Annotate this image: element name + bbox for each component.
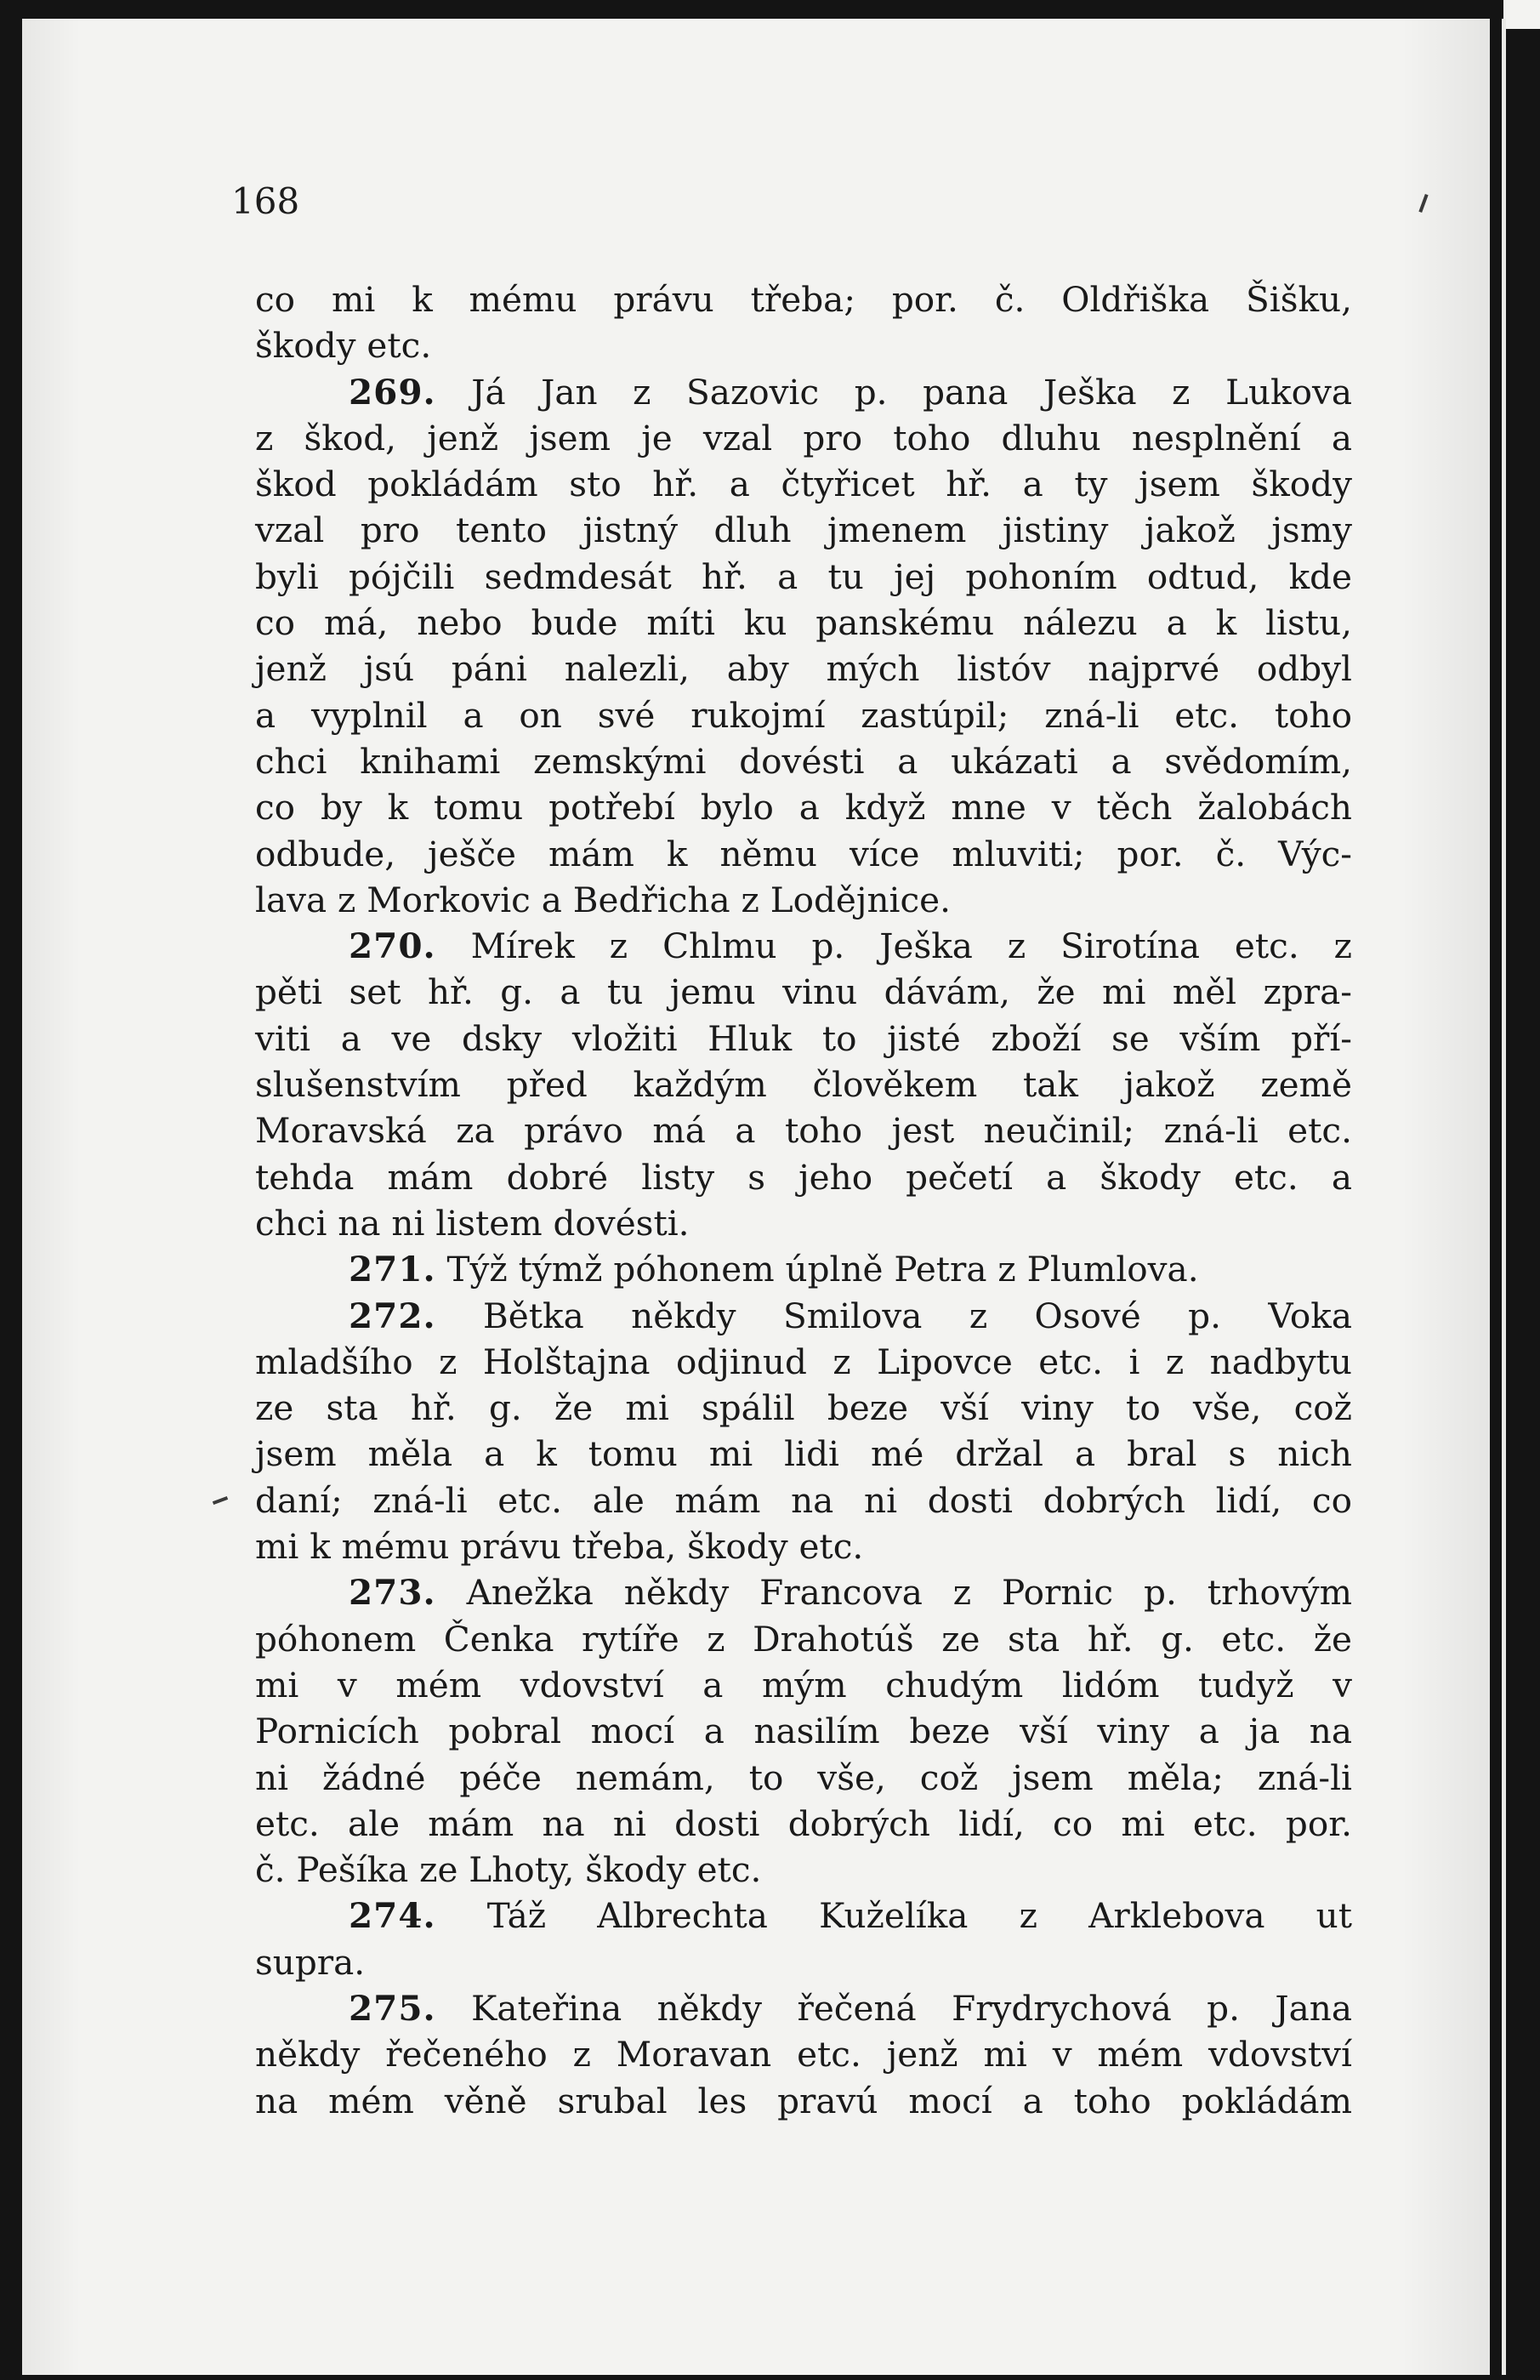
line-text: škod pokládám sto hř. a čtyřicet hř. a ty jsem škody (255, 464, 1352, 505)
line-text: mi k mému právu třeba, škody etc. (255, 1526, 864, 1568)
line-text: mi v mém vdovství a mým chudým lidóm tudyž v (255, 1664, 1352, 1705)
line-text: póhonem Čenka rytíře z Drahotúš ze sta hř. g. etc. že (255, 1618, 1352, 1660)
text-line (255, 1107, 1352, 1153)
text-line (255, 1755, 1352, 1801)
text-line (255, 1246, 1352, 1292)
text-line (255, 784, 1352, 830)
line-text: jenž jsú páni nalezli, aby mých listóv najprvé odbyl (255, 648, 1352, 690)
line-text: chci na ni listem dovésti. (255, 1202, 690, 1244)
text-line (255, 415, 1352, 461)
entry-number: 269. (349, 371, 436, 413)
entry-number: 271. (349, 1249, 436, 1290)
text-line (255, 2078, 1352, 2124)
text-line (255, 2031, 1352, 2077)
line-text: supra. (255, 1941, 366, 1983)
text-line (255, 692, 1352, 738)
text-line (255, 1016, 1352, 1062)
text-line (255, 738, 1352, 784)
text-line (255, 461, 1352, 507)
text-line (255, 1569, 1352, 1615)
text-line (255, 600, 1352, 646)
line-text: co má, nebo bude míti ku panskému nálezu a k listu, (255, 602, 1352, 644)
text-line (255, 1847, 1352, 1893)
page-number: 168 (231, 180, 300, 222)
line-text: Anežka někdy Francova z Pornic p. trhovým (466, 1572, 1352, 1614)
line-text: č. Pešíka ze Lhoty, škody etc. (255, 1849, 762, 1891)
text-line (255, 1662, 1352, 1708)
text-line (255, 1801, 1352, 1847)
text-line (255, 276, 1352, 322)
text-line (255, 1523, 1352, 1569)
line-text: odbude, ješče mám k němu více mluviti; por. č. Výc- (255, 833, 1352, 874)
line-text: vzal pro tento jistný dluh jmenem jistiny jakož jsmy (255, 510, 1352, 551)
line-text: škody etc. (255, 325, 432, 367)
text-line (255, 831, 1352, 877)
text-line (255, 1385, 1352, 1431)
line-text: tehda mám dobré listy s jeho pečetí a škody etc. a (255, 1156, 1352, 1198)
line-text: ni žádné péče nemám, to vše, což jsem měla; zná-li (255, 1757, 1352, 1798)
line-text: Pornicích pobral mocí a nasilím beze vší viny a ja na (255, 1711, 1352, 1752)
line-text: Týž týmž póhonem úplně Petra z Plumlova. (446, 1249, 1199, 1290)
line-text: Bětka někdy Smilova z Osové p. Voka (483, 1295, 1352, 1336)
entry-number: 270. (349, 925, 436, 967)
text-line (255, 1154, 1352, 1200)
line-text: Moravská za právo má a toho jest neučinil; zná-li etc. (255, 1110, 1352, 1152)
line-text: co by k tomu potřebí bylo a když mne v těch žalobách (255, 787, 1352, 828)
line-text: Mírek z Chlmu p. Ješka z Sirotína etc. z (470, 925, 1353, 967)
text-line (255, 1339, 1352, 1385)
line-text: ze sta hř. g. že mi spálil beze vší viny to vše, což (255, 1387, 1352, 1429)
page-edge-rule (1502, 19, 1506, 2375)
entry-number: 273. (349, 1572, 436, 1614)
text-line (255, 554, 1352, 600)
line-text: a vyplnil a on své rukojmí zastúpil; zná-li etc. toho (255, 694, 1352, 736)
line-text: byli pójčili sedmdesát hř. a tu jej pohoním odtud, kde (255, 555, 1352, 597)
line-text: Kateřina někdy řečená Frydrychová p. Jana (471, 1987, 1352, 2029)
text-line (255, 1616, 1352, 1662)
text-line (255, 1431, 1352, 1477)
body-text (255, 276, 1352, 2124)
line-text: etc. ale mám na ni dosti dobrých lidí, co mi etc. por. (255, 1802, 1352, 1844)
text-line (255, 1708, 1352, 1754)
line-text: z škod, jenž jsem je vzal pro toho dluhu nesplnění a (255, 417, 1352, 458)
text-line (255, 322, 1352, 368)
entry-number: 275. (349, 1987, 436, 2029)
line-text: na mém věně srubal les pravú mocí a toho pokládám (255, 2080, 1352, 2121)
text-line (255, 1893, 1352, 1939)
line-text: někdy řečeného z Moravan etc. jenž mi v mém vdovství (255, 2034, 1352, 2075)
text-line (255, 369, 1352, 415)
text-line (255, 969, 1352, 1015)
text-line (255, 1200, 1352, 1246)
entry-number: 272. (349, 1295, 436, 1336)
line-text: Táž Albrechta Kuželíka z Arklebova ut (486, 1895, 1353, 1937)
text-line (255, 1293, 1352, 1339)
text-line (255, 1939, 1352, 1985)
text-line (255, 923, 1352, 969)
line-text: lava z Morkovic a Bedřicha z Lodějnice. (255, 879, 952, 920)
text-line (255, 1478, 1352, 1523)
line-text: viti a ve dsky vložiti Hluk to jisté zboží se vším pří- (255, 1017, 1352, 1059)
line-text: mladšího z Holštajna odjinud z Lipovce etc. i z nadbytu (255, 1341, 1352, 1382)
line-text: co mi k mému právu třeba; por. č. Oldřiška Šišku, (255, 279, 1352, 320)
scan-corner (1503, 0, 1540, 29)
line-text: pěti set hř. g. a tu jemu vinu dávám, že mi měl zpra- (255, 971, 1352, 1013)
entry-number: 274. (349, 1895, 436, 1937)
line-text: slušenstvím před každým člověkem tak jakož země (255, 1064, 1352, 1106)
text-line (255, 877, 1352, 923)
line-text: daní; zná-li etc. ale mám na ni dosti dobrých lidí, co (255, 1479, 1352, 1521)
text-line (255, 646, 1352, 692)
line-text: Já Jan z Sazovic p. pana Ješka z Lukova (471, 371, 1353, 413)
text-line (255, 1985, 1352, 2031)
line-text: jsem měla a k tomu mi lidi mé držal a bral s nich (255, 1433, 1352, 1475)
text-line (255, 1062, 1352, 1107)
text-line (255, 507, 1352, 553)
line-text: chci knihami zemskými dovésti a ukázati a svědomím, (255, 740, 1352, 782)
